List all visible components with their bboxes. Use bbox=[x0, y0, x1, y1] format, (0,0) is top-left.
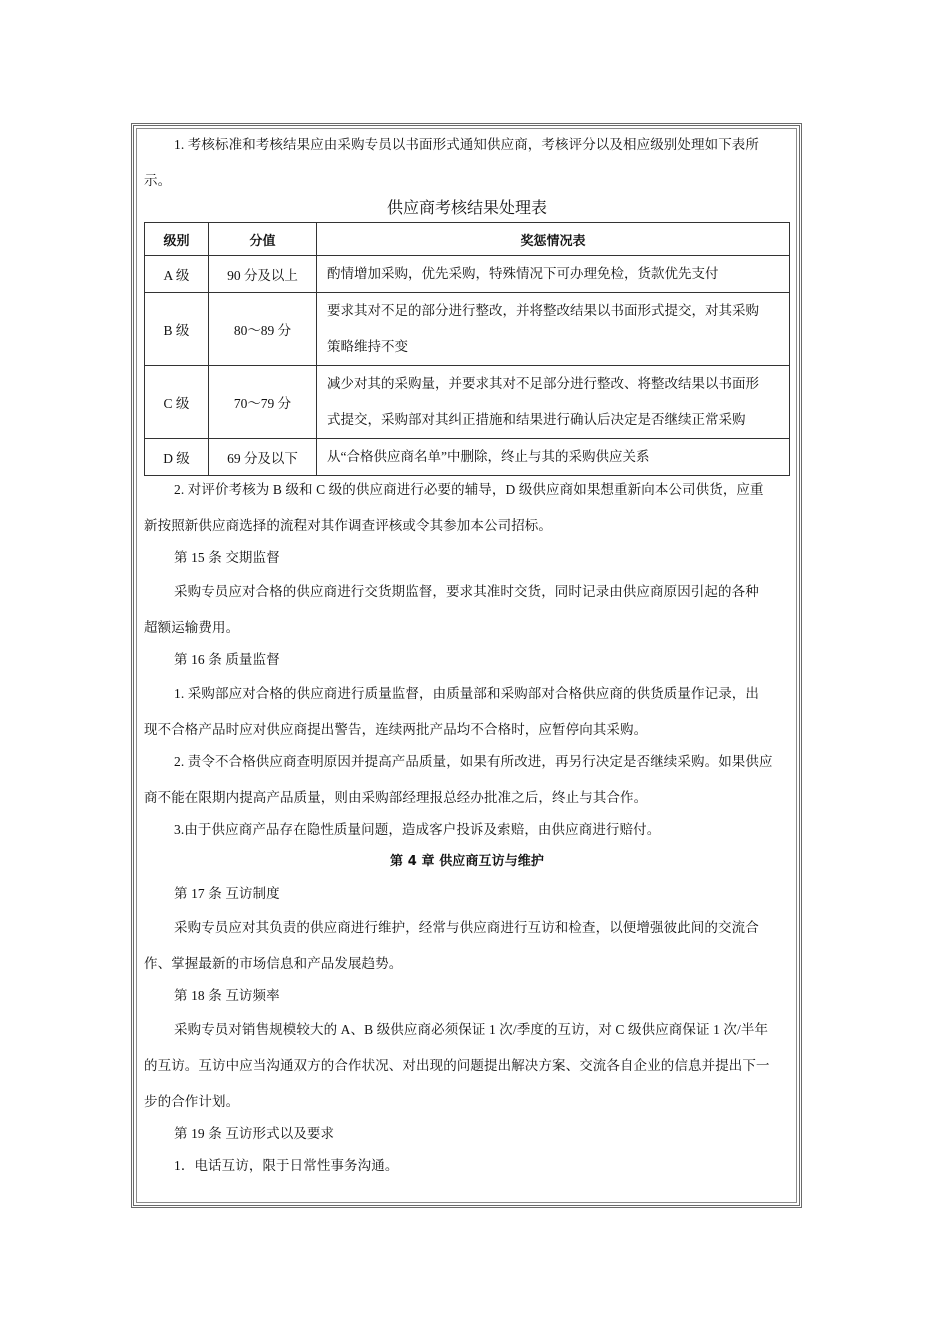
chapter-4-title: 第 4 章 供应商互访与维护 bbox=[389, 854, 545, 869]
cell-level: C 级 bbox=[145, 366, 209, 439]
article-15-heading: 第 15 条 交期监督 bbox=[174, 550, 280, 565]
table-row bbox=[145, 366, 790, 439]
article-19-heading: 第 19 条 互访形式以及要求 bbox=[174, 1126, 335, 1141]
article-15-line-1: 采购专员应对合格的供应商进行交货期监督，要求其准时交货，同时记录由供应商原因引起的各种 bbox=[174, 584, 759, 599]
header-reward: 奖惩情况表 bbox=[317, 223, 790, 256]
cell-desc: 酌情增加采购，优先采购，特殊情况下可办理免检，货款优先支付 bbox=[317, 256, 790, 293]
article-18-line-2: 的互访。互访中应当沟通双方的合作状况、对出现的问题提出解决方案、交流各自企业的信息并提出下一 bbox=[144, 1058, 770, 1073]
table-header-row bbox=[145, 223, 790, 256]
header-level: 级别 bbox=[145, 223, 209, 256]
article-18-line-1: 采购专员对销售规模较大的 A、B 级供应商必须保证 1 次/季度的互访，对 C 级供应商保证 1 次/半年 bbox=[174, 1022, 769, 1037]
cell-score: 90 分及以上 bbox=[209, 256, 317, 293]
cell-score: 69 分及以下 bbox=[209, 439, 317, 476]
article-19-item-1: 1．电话互访，限于日常性事务沟通。 bbox=[174, 1158, 399, 1173]
para2-line-2: 新按照新供应商选择的流程对其作调查评核或令其参加本公司招标。 bbox=[144, 518, 552, 533]
article-16-p1-line-2: 现不合格产品时应对供应商提出警告，连续两批产品均不合格时，应暂停向其采购。 bbox=[144, 722, 648, 737]
article-16-p3: 3.由于供应商产品存在隐性质量问题，造成客户投诉及索赔，由供应商进行赔付。 bbox=[174, 822, 661, 837]
para2-line-1: 2. 对评价考核为 B 级和 C 级的供应商进行必要的辅导，D 级供应商如果想重新向本公司供货，应重 bbox=[174, 482, 764, 497]
article-16-heading: 第 16 条 质量监督 bbox=[174, 652, 280, 667]
cell-desc: 从“合格供应商名单”中删除，终止与其的采购供应关系 bbox=[317, 439, 790, 476]
article-16-p2-line-1: 2. 责令不合格供应商查明原因并提高产品质量，如果有所改进，再另行决定是否继续采购。如果供应 bbox=[174, 754, 773, 769]
article-16-p2-line-2: 商不能在限期内提高产品质量，则由采购部经理报总经办批准之后，终止与其合作。 bbox=[144, 790, 648, 805]
article-16-p1-line-1: 1. 采购部应对合格的供应商进行质量监督，由质量部和采购部对合格供应商的供货质量作记录，出 bbox=[174, 686, 759, 701]
evaluation-table bbox=[144, 222, 790, 476]
cell-desc bbox=[317, 293, 790, 366]
article-17-line-1: 采购专员应对其负责的供应商进行维护，经常与供应商进行互访和检查，以便增强彼此间的交流合 bbox=[174, 920, 759, 935]
cell-desc-line-1: 要求其对不足的部分进行整改，并将整改结果以书面形式提交，对其采购 bbox=[327, 303, 759, 318]
intro-line-2: 示。 bbox=[144, 173, 172, 188]
cell-desc-line-2: 策略维持不变 bbox=[327, 339, 408, 354]
article-17-line-2: 作、掌握最新的市场信息和产品发展趋势。 bbox=[144, 956, 403, 971]
intro-line-1: 1. 考核标准和考核结果应由采购专员以书面形式通知供应商，考核评分以及相应级别处理如下表所 bbox=[174, 137, 759, 152]
table-title: 供应商考核结果处理表 bbox=[386, 200, 547, 217]
cell-score: 70～79 分 bbox=[209, 366, 317, 439]
table-row bbox=[145, 293, 790, 366]
table-row bbox=[145, 439, 790, 476]
article-15-line-2: 超额运输费用。 bbox=[144, 620, 240, 635]
cell-score: 80～89 分 bbox=[209, 293, 317, 366]
cell-level: D 级 bbox=[145, 439, 209, 476]
document-body bbox=[144, 128, 790, 1175]
cell-level: B 级 bbox=[145, 293, 209, 366]
article-18-heading: 第 18 条 互访频率 bbox=[174, 988, 280, 1003]
cell-desc-line-1: 减少对其的采购量，并要求其对不足部分进行整改、将整改结果以书面形 bbox=[327, 376, 759, 391]
cell-level: A 级 bbox=[145, 256, 209, 293]
table-row bbox=[145, 256, 790, 293]
header-score: 分值 bbox=[209, 223, 317, 256]
article-17-heading: 第 17 条 互访制度 bbox=[174, 886, 280, 901]
cell-desc bbox=[317, 366, 790, 439]
cell-desc-line-2: 式提交，采购部对其纠正措施和结果进行确认后决定是否继续正常采购 bbox=[327, 412, 746, 427]
article-18-line-3: 步的合作计划。 bbox=[144, 1094, 240, 1109]
